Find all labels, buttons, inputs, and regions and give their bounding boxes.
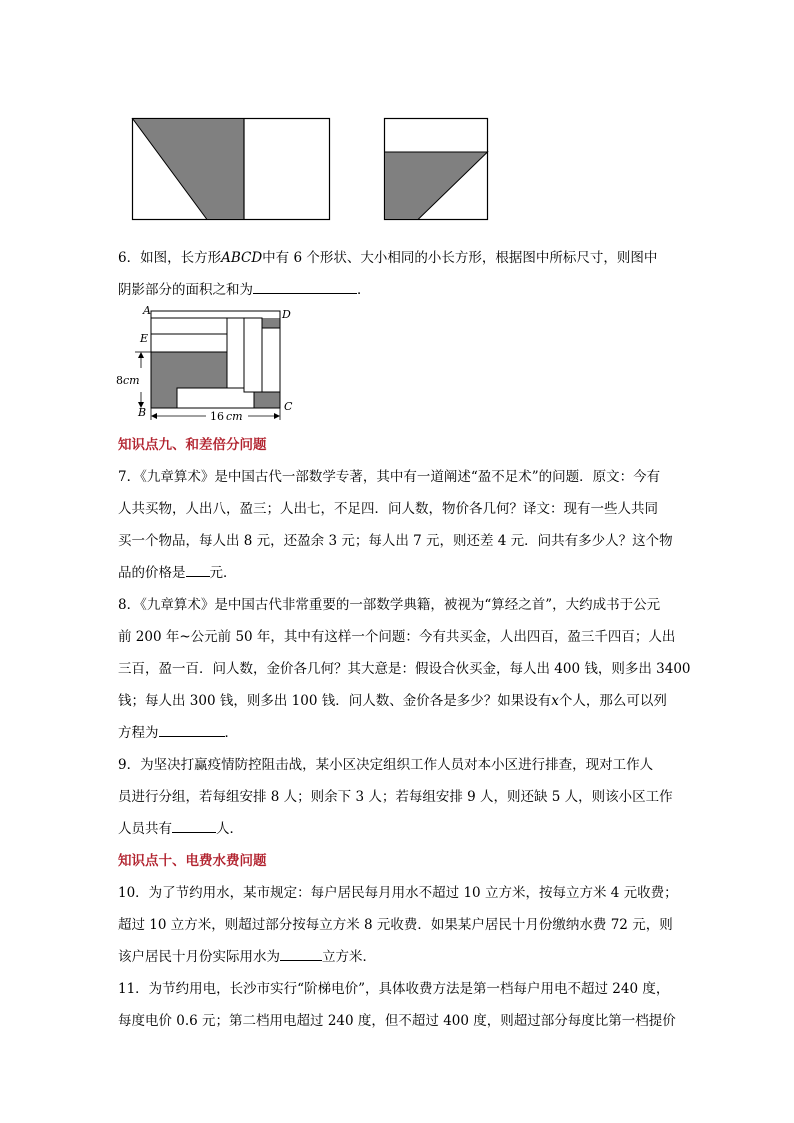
q10-text-b: 立方米．	[322, 949, 376, 965]
q11-line2: 每度电价 0.6 元；第二档用电超过 240 度，但不超过 400 度，则超过部分每度比第一档提价	[118, 1013, 676, 1029]
vstrip-2	[244, 318, 262, 392]
q6-answer-blank[interactable]	[253, 281, 357, 294]
label-b: B	[138, 406, 147, 419]
q8-text-b: 个人，那么可以列	[558, 693, 667, 709]
top-figure-right	[382, 116, 490, 222]
q10-line3	[118, 948, 376, 966]
strip-1	[151, 318, 227, 334]
q8-text-d: ．	[224, 725, 238, 741]
q9-line1: 9．为坚决打赢疫情防控阻击战，某小区决定组织工作人员对本小区进行排查，现对工作人	[118, 757, 654, 773]
vstrip-3	[262, 328, 280, 392]
width-arrow-right	[274, 413, 280, 419]
q7-line4	[118, 564, 237, 582]
label-c: C	[284, 400, 293, 413]
q6-line2	[118, 281, 371, 299]
q7-text-a: 品的价格是	[118, 565, 186, 581]
vstrip-1	[227, 318, 244, 388]
label-width-unit: cm	[226, 410, 243, 423]
q7-line1: 7．《九章算术》是中国古代一部数学专著，其中有一道阐述“盈不足术”的问题．原文：今有	[118, 469, 661, 485]
q6-text-c: 阴影部分的面积之和为	[118, 282, 253, 298]
q10-text-a: 该户居民十月份实际用水为	[118, 949, 280, 965]
q6-line1	[118, 249, 657, 267]
q8-line1: 8．《九章算术》是中国古代非常重要的一部数学典籍，被视为“算经之首”，大约成书于公元	[118, 597, 661, 613]
label-d: D	[282, 308, 291, 321]
height-arrow-up	[138, 352, 144, 358]
strip-2	[151, 334, 227, 352]
q10-line1: 10．为了节约用水，某市规定：每户居民每月用水不超过 10 立方米，按每立方米 4 元收费；	[118, 885, 678, 901]
q10-line2: 超过 10 立方米，则超过部分按每立方米 8 元收费．如果某户居民十月份缴纳水费 72 元，则	[118, 917, 673, 933]
q8-line5	[118, 724, 238, 742]
q8-line4	[118, 692, 667, 710]
label-height-value: 8	[116, 374, 123, 387]
q9-text-a: 人员共有	[118, 821, 172, 837]
label-width-value: 16	[210, 410, 224, 423]
q7-answer-blank[interactable]	[186, 564, 210, 577]
q8-line3: 三百，盈一百．问人数，金价各几何？其大意是：假设合伙买金，每人出 400 钱，则多出 3400	[118, 661, 691, 677]
q6-text-a: 6．如图，长方形	[118, 250, 222, 266]
q8-line2: 前 200 年~公元前 50 年，其中有这样一个问题：今有共买金，人出四百，盈三千四百；人出	[118, 629, 676, 645]
q9-line3	[118, 820, 243, 838]
top-figure-left	[130, 116, 332, 222]
shade-bottom-right	[254, 392, 280, 408]
q9-answer-blank[interactable]	[172, 820, 216, 833]
q7-text-b: 元．	[209, 565, 237, 581]
label-height-unit: cm	[123, 374, 140, 387]
width-arrow-left	[151, 413, 157, 419]
q8-answer-blank[interactable]	[159, 724, 225, 737]
q10-answer-blank[interactable]	[280, 948, 322, 961]
shade-top-right	[262, 318, 280, 328]
q9-text-b: 人．	[216, 821, 243, 837]
q8-var-x: x	[551, 693, 559, 709]
shade-middle-left	[151, 352, 227, 388]
strip-bottom-long	[177, 388, 254, 408]
q6-var-abcd: ABCD	[221, 250, 263, 266]
q8-text-a: 钱；每人出 300 钱，则多出 100 钱．问人数、金价各是多少？如果设有	[118, 693, 552, 709]
q8-text-c: 方程为	[118, 725, 159, 741]
label-e: E	[140, 332, 149, 345]
q7-line2: 人共买物，人出八，盈三；人出七，不足四．问人数，物价各几何？译文：现有一些人共同	[118, 501, 658, 517]
q9-line2: 员进行分组，若每组安排 8 人；则余下 3 人；若每组安排 9 人，则还缺 5 人，则该小区工作	[118, 789, 673, 805]
q6-text-b: 中有 6 个形状、大小相同的小长方形，根据图中所标尺寸，则图中	[262, 250, 658, 266]
q7-line3: 买一个物品，每人出 8 元，还盈余 3 元；每人出 7 元，则还差 4 元．问共有多少人？这个物	[118, 533, 673, 549]
label-width	[210, 410, 243, 423]
q6-text-d: ．	[357, 282, 371, 298]
shade-bottom-left	[151, 388, 177, 408]
label-height	[116, 374, 140, 387]
q6-figure	[114, 302, 304, 426]
section9-title: 知识点九、和差倍分问题	[118, 437, 267, 453]
q11-line1: 11．为节约用电，长沙市实行“阶梯电价”，具体收费方法是第一档每户用电不超过 240 度，	[118, 981, 670, 997]
label-a: A	[143, 304, 151, 317]
section10-title: 知识点十、电费水费问题	[118, 853, 267, 869]
